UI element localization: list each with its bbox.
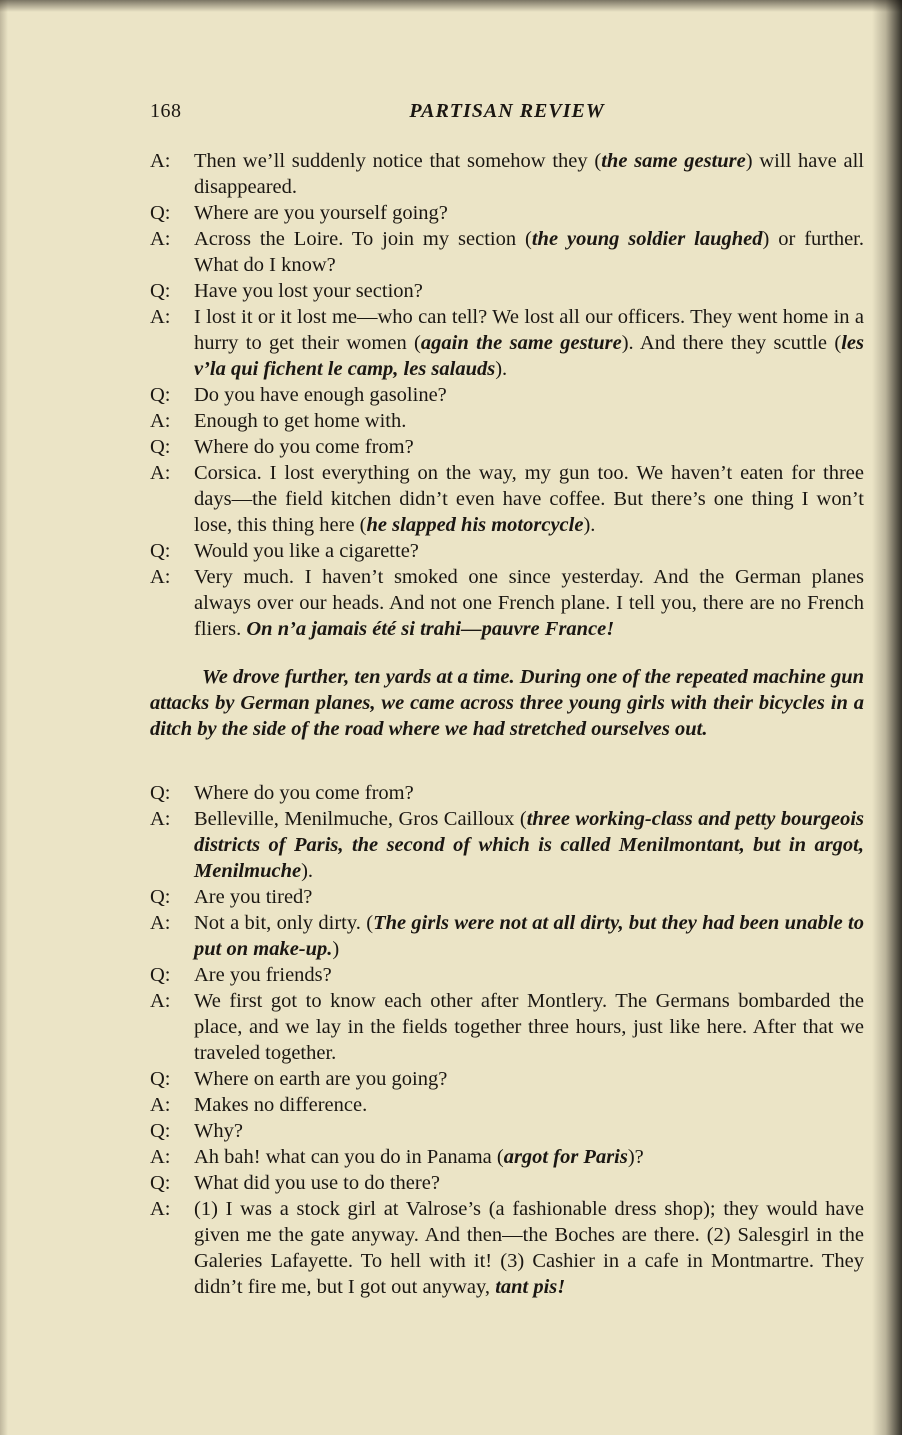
running-header bbox=[150, 100, 864, 132]
narration-paragraph: We drove further, ten yards at a time. During one of the repeated machine gun attacks by German planes, we came across three young girls with their bicycles in a ditch by the side of the road where we had stretched ourselves out. bbox=[150, 666, 864, 740]
speech-text bbox=[194, 1196, 864, 1300]
speaker-label: Q: bbox=[150, 964, 171, 986]
speaker-label: A: bbox=[150, 912, 171, 934]
italic-aside: three working-class and petty bourgeois districts of Paris, the second of which is called Menilmontant, but in argot, Menilmuche bbox=[194, 808, 864, 882]
speech-fragment: We first got to know each other after Montlery. The Germans bombarded the place, and we lay in the fields together three hours, just like here. After that we traveled together. bbox=[194, 990, 864, 1064]
speaker-label: A: bbox=[150, 462, 171, 484]
speech-text bbox=[194, 278, 864, 304]
dialogue-line bbox=[150, 1144, 864, 1170]
speech-fragment: Very much. I haven’t smoked one since yesterday. And the German planes always over our heads. And not one French plane. I tell you, there are no French fliers. bbox=[194, 566, 864, 640]
speech-fragment: Belleville, Menilmuche, Gros Cailloux ( bbox=[194, 808, 527, 830]
speaker-label: A: bbox=[150, 1198, 171, 1220]
italic-aside: argot for Paris bbox=[503, 1146, 628, 1168]
dialogue-line bbox=[150, 910, 864, 962]
dialogue-line bbox=[150, 408, 864, 434]
dialogue-line bbox=[150, 382, 864, 408]
speech-text bbox=[194, 910, 864, 962]
dialogue-line bbox=[150, 780, 864, 806]
italic-aside: the young soldier laughed bbox=[531, 228, 763, 250]
speech-text bbox=[194, 460, 864, 538]
speech-fragment: Where are you yourself going? bbox=[194, 202, 448, 224]
speech-fragment: ) or further. What do I know? bbox=[194, 228, 865, 276]
speech-text bbox=[194, 806, 864, 884]
speech-fragment: ). bbox=[583, 514, 596, 536]
speech-text bbox=[194, 226, 864, 278]
italic-aside: On n’a jamais été si trahi—pauvre France! bbox=[246, 618, 615, 640]
page-left-shadow bbox=[0, 0, 8, 1435]
speech-fragment: Have you lost your section? bbox=[194, 280, 423, 302]
italic-aside: The girls were not at all dirty, but they had been unable to put on make-up. bbox=[194, 912, 864, 960]
speaker-label: A: bbox=[150, 1094, 171, 1116]
speaker-label: Q: bbox=[150, 202, 171, 224]
speaker-label: A: bbox=[150, 1146, 171, 1168]
speaker-label: A: bbox=[150, 228, 171, 250]
speech-fragment: Not a bit, only dirty. ( bbox=[194, 912, 374, 934]
page-number: 168 bbox=[150, 100, 182, 122]
speech-fragment: Corsica. I lost everything on the way, my gun too. We haven’t eaten for three days—the field kitchen didn’t even have coffee. But there’s one thing I won’t lose, this thing here ( bbox=[194, 462, 864, 536]
speech-text bbox=[194, 200, 864, 226]
speech-text bbox=[194, 780, 864, 806]
speech-fragment: Are you tired? bbox=[194, 886, 313, 908]
speech-fragment: )? bbox=[627, 1146, 644, 1168]
dialogue-block-top bbox=[150, 148, 864, 642]
dialogue-block-bottom bbox=[150, 780, 864, 1300]
speaker-label: A: bbox=[150, 990, 171, 1012]
speaker-label: Q: bbox=[150, 1068, 171, 1090]
italic-aside: he slapped his motorcycle bbox=[366, 514, 584, 536]
dialogue-line bbox=[150, 148, 864, 200]
speech-text bbox=[194, 382, 864, 408]
italic-aside: the same gesture bbox=[601, 150, 746, 172]
dialogue-line bbox=[150, 884, 864, 910]
speaker-label: Q: bbox=[150, 280, 171, 302]
speaker-label: Q: bbox=[150, 436, 171, 458]
page-top-shadow bbox=[0, 0, 902, 12]
speech-fragment: ). bbox=[301, 860, 314, 882]
dialogue-line bbox=[150, 1196, 864, 1300]
dialogue-line bbox=[150, 278, 864, 304]
speech-text bbox=[194, 1118, 864, 1144]
speech-fragment: Across the Loire. To join my section ( bbox=[194, 228, 532, 250]
speech-fragment: Ah bah! what can you do in Panama ( bbox=[194, 1146, 504, 1168]
speech-fragment: Do you have enough gasoline? bbox=[194, 384, 447, 406]
dialogue-line bbox=[150, 1092, 864, 1118]
speech-fragment: Then we’ll suddenly notice that somehow they ( bbox=[194, 150, 602, 172]
speaker-label: Q: bbox=[150, 886, 171, 908]
speaker-label: Q: bbox=[150, 1172, 171, 1194]
dialogue-line bbox=[150, 434, 864, 460]
speaker-label: Q: bbox=[150, 782, 171, 804]
speech-fragment: Enough to get home with. bbox=[194, 410, 407, 432]
speech-fragment: Where on earth are you going? bbox=[194, 1068, 448, 1090]
speech-fragment: ). And there they scuttle ( bbox=[621, 332, 842, 354]
dialogue-line bbox=[150, 304, 864, 382]
speech-text bbox=[194, 1092, 864, 1118]
journal-title: PARTISAN REVIEW bbox=[409, 100, 605, 122]
dialogue-line bbox=[150, 988, 864, 1066]
dialogue-line bbox=[150, 806, 864, 884]
speech-text bbox=[194, 538, 864, 564]
dialogue-line bbox=[150, 1170, 864, 1196]
speech-fragment: Why? bbox=[194, 1120, 243, 1142]
page-binding-shadow bbox=[872, 0, 902, 1435]
dialogue-line bbox=[150, 538, 864, 564]
speech-fragment: ) bbox=[332, 938, 340, 960]
speech-text bbox=[194, 148, 864, 200]
speaker-label: A: bbox=[150, 410, 171, 432]
speech-text bbox=[194, 434, 864, 460]
speaker-label: Q: bbox=[150, 1120, 171, 1142]
speech-text bbox=[194, 1144, 864, 1170]
speech-text bbox=[194, 962, 864, 988]
speaker-label: A: bbox=[150, 306, 171, 328]
speech-text bbox=[194, 1066, 864, 1092]
speech-fragment: ). bbox=[495, 358, 508, 380]
italic-aside: again the same gesture bbox=[420, 332, 622, 354]
speech-text bbox=[194, 1170, 864, 1196]
speech-fragment: Makes no difference. bbox=[194, 1094, 368, 1116]
speech-text bbox=[194, 884, 864, 910]
speech-fragment: I lost it or it lost me—who can tell? We lost all our officers. They went home in a hurry to get their women ( bbox=[194, 306, 864, 354]
speaker-label: Q: bbox=[150, 540, 171, 562]
speaker-label: A: bbox=[150, 150, 171, 172]
dialogue-line bbox=[150, 460, 864, 538]
dialogue-line bbox=[150, 564, 864, 642]
dialogue-line bbox=[150, 1118, 864, 1144]
speech-fragment: (1) I was a stock girl at Valrose’s (a fashionable dress shop); they would have given me the gate anyway. And then—the Boches are there. (2) Salesgirl in the Galeries Lafayette. To hell with it! (3) Cashier in a cafe in Montmartre. They didn’t fire me, but I got out anyway, bbox=[194, 1198, 864, 1298]
speech-fragment: Would you like a cigarette? bbox=[194, 540, 419, 562]
speech-fragment: Where do you come from? bbox=[194, 782, 414, 804]
speech-text bbox=[194, 408, 864, 434]
speech-text bbox=[194, 564, 864, 642]
speech-fragment: ) will have all disappeared. bbox=[194, 150, 865, 198]
speech-text bbox=[194, 988, 864, 1066]
italic-aside: les v’la qui fichent le camp, les salauds bbox=[194, 332, 864, 380]
speaker-label: A: bbox=[150, 808, 171, 830]
dialogue-line bbox=[150, 226, 864, 278]
speech-text bbox=[194, 304, 864, 382]
dialogue-line bbox=[150, 962, 864, 988]
speech-fragment: Are you friends? bbox=[194, 964, 332, 986]
dialogue-line bbox=[150, 200, 864, 226]
speech-fragment: What did you use to do there? bbox=[194, 1172, 440, 1194]
speaker-label: A: bbox=[150, 566, 171, 588]
speech-fragment: Where do you come from? bbox=[194, 436, 414, 458]
dialogue-line bbox=[150, 1066, 864, 1092]
speaker-label: Q: bbox=[150, 384, 171, 406]
italic-aside: tant pis! bbox=[495, 1276, 566, 1298]
